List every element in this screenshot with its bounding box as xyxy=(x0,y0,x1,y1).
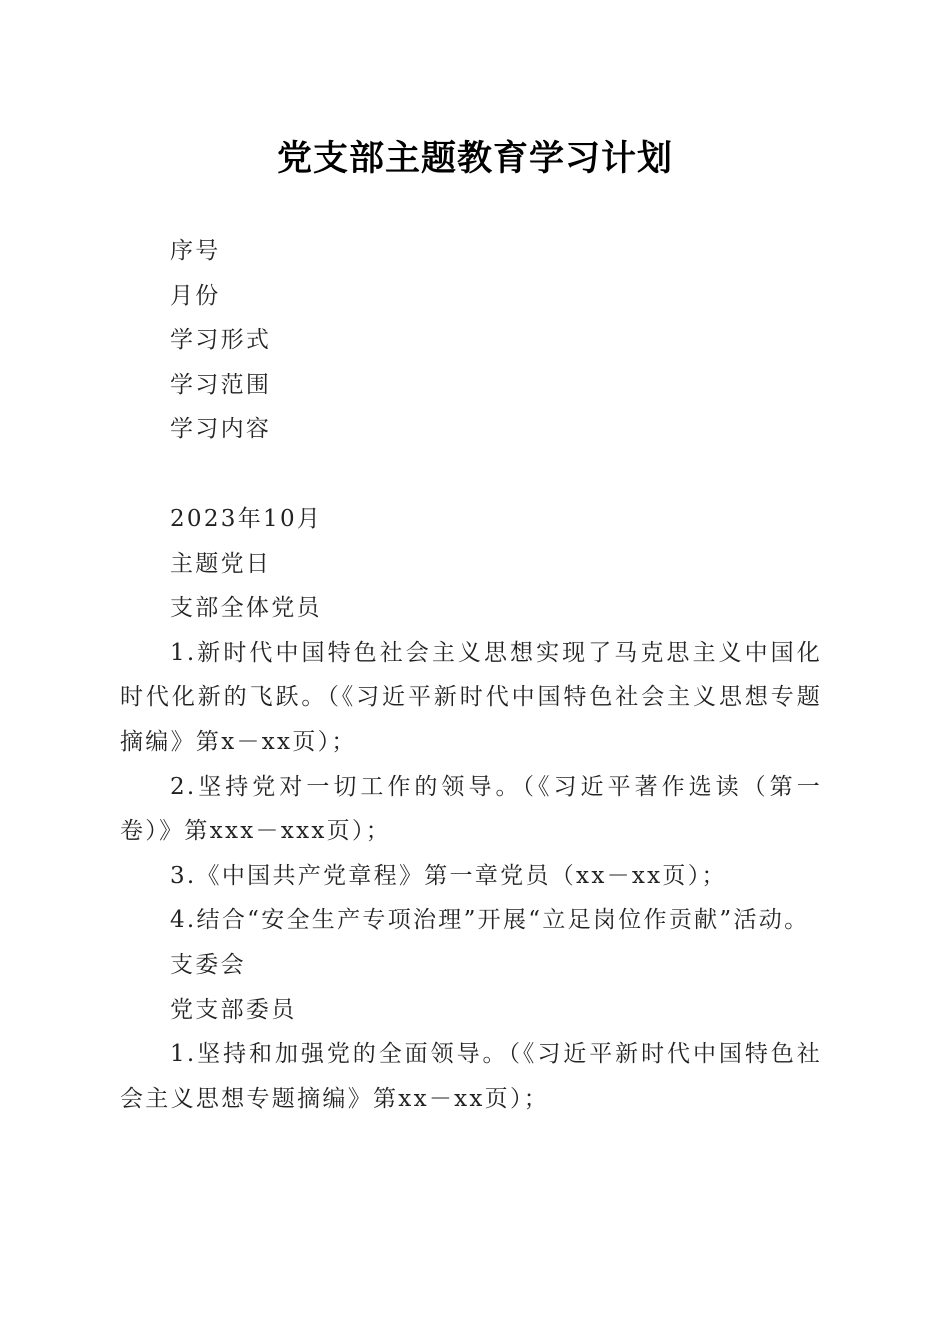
entry-study-form-2: 支委会 xyxy=(170,951,246,978)
header-field-month: 月份 xyxy=(170,282,221,309)
header-field-study-scope: 学习范围 xyxy=(170,371,272,398)
entry-content-item-4: 4.结合“安全生产专项治理”开展“立足岗位作贡献”活动。 xyxy=(170,907,810,934)
entry-content-item-1-b: 1.坚持和加强党的全面领导。（《习近平新时代中国特色社会主义思想专题摘编》第xx－xx页）； xyxy=(120,1041,822,1112)
entry-study-form: 主题党日 xyxy=(170,550,272,577)
document-title: 党支部主题教育学习计划 xyxy=(276,139,673,179)
entry-content-item-1: 1.新时代中国特色社会主义思想实现了马克思主义中国化时代化新的飞跃。（《习近平新时代中国特色社会主义思想专题摘编》第x－xx页）； xyxy=(120,639,822,755)
header-field-study-content: 学习内容 xyxy=(170,416,272,443)
blank-line xyxy=(120,452,822,497)
header-field-serial-number: 序号 xyxy=(170,238,221,264)
entry-study-scope-2: 党支部委员 xyxy=(170,996,297,1023)
entry-study-scope: 支部全体党员 xyxy=(170,595,322,622)
document-body xyxy=(120,229,822,1121)
entry-content-item-2: 2.坚持党对一切工作的领导。（《习近平著作选读（第一卷）》第xxx－xxx页）； xyxy=(120,773,822,845)
entry-month: 2023年10月 xyxy=(170,505,323,532)
entry-content-item-3: 3.《中国共产党章程》第一章党员（xx－xx页）； xyxy=(170,862,727,889)
header-field-study-form: 学习形式 xyxy=(170,327,272,354)
